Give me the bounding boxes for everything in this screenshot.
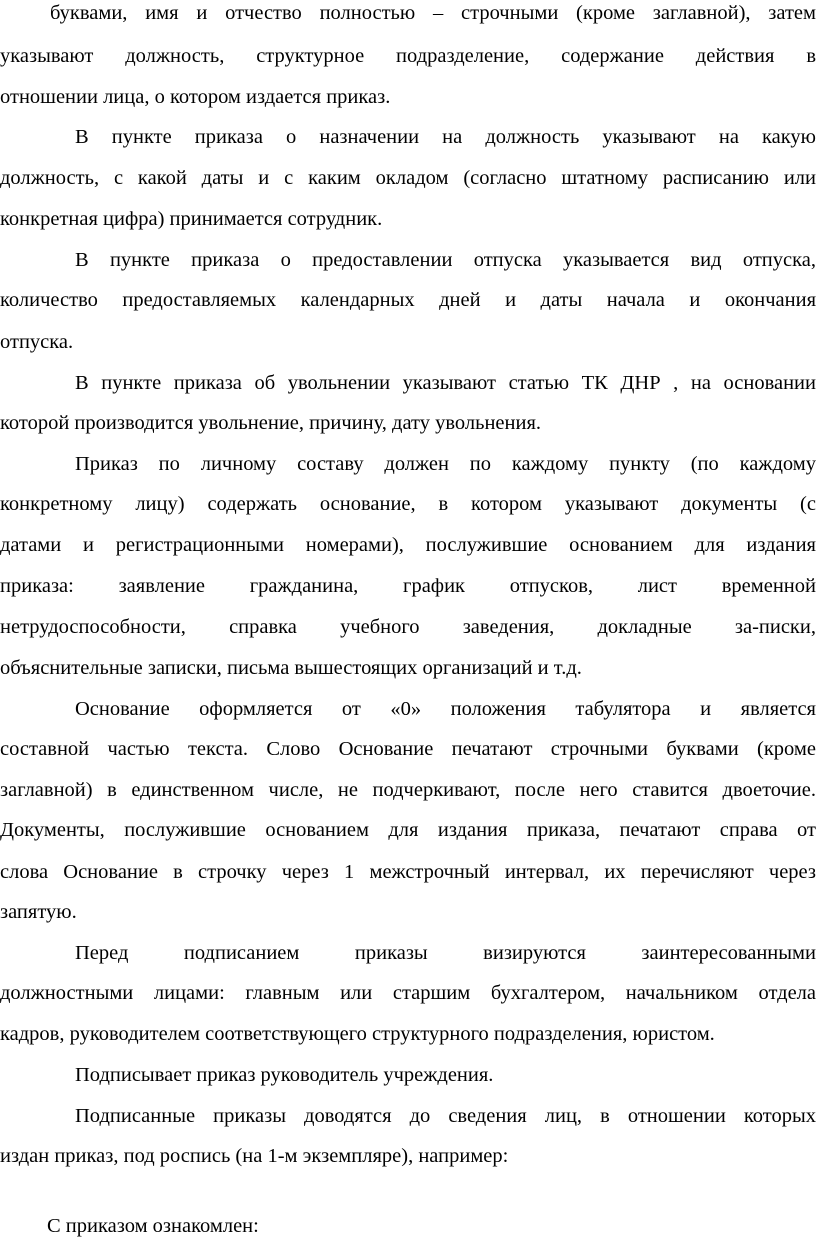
text-line: Подписанные приказы доводятся до сведения лиц, в отношении которых [75,1105,816,1127]
text-line: количество предоставляемых календарных дней и даты начала и окончания [0,289,816,311]
text-line: должностными лицами: главным или старшим бухгалтером, начальником отдела [0,982,816,1004]
text-line: указывают должность, структурное подразделение, содержание действия в [0,45,816,67]
text-line: заглавной) в единственном числе, не подчеркивают, после него ставится двоеточие. [0,779,816,801]
text-line: В пункте приказа об увольнении указывают статью ТК ДНР , на основании [75,372,816,394]
text-line: Основание оформляется от «0» положения табулятора и является [75,698,816,720]
text-line: Перед подписанием приказы визируются заинтересованными [75,942,816,964]
text-line: составной частью текста. Слово Основание печатают строчными буквами (кроме [0,738,816,760]
text-line: слова Основание в строчку через 1 межстрочный интервал, их перечисляют через [0,861,816,883]
text-line: В пункте приказа о назначении на должность указывают на какую [75,126,816,148]
text-line: отпуска. [0,331,74,353]
text-line: нетрудоспособности, справка учебного заведения, докладные за-писки, [0,616,816,638]
text-line: должность, с какой даты и с каким окладом (согласно штатному расписанию или [0,167,816,189]
text-line: буквами, имя и отчество полностью – строчными (кроме заглавной), затем [50,2,816,24]
text-line: издан приказ, под роспись (на 1-м экземпляре), например: [0,1145,509,1167]
text-line: объяснительные записки, письма вышестоящих организаций и т.д. [0,657,582,679]
text-line: конкретному лицу) содержать основание, в котором указывают документы (с [0,493,816,515]
text-line: Документы, послужившие основанием для издания приказа, печатают справа от [0,819,816,841]
text-line: отношении лица, о котором издается приказ. [0,86,391,108]
text-line: приказа: заявление гражданина, график отпусков, лист временной [0,575,816,597]
text-line: датами и регистрационными номерами), послужившие основанием для издания [0,534,816,556]
text-line: запятую. [0,901,77,923]
text-line: конкретная цифра) принимается сотрудник. [0,208,383,230]
text-line: которой производится увольнение, причину, дату увольнения. [0,412,542,434]
text-line: Подписывает приказ руководитель учреждения. [75,1064,494,1086]
text-line: Приказ по личному составу должен по каждому пункту (по каждому [75,453,816,475]
text-line: В пункте приказа о предоставлении отпуска указывается вид отпуска, [75,249,816,271]
text-line: кадров, руководителем соответствующего структурного подразделения, юристом. [0,1023,715,1045]
text-line: С приказом ознакомлен: [47,1215,259,1237]
